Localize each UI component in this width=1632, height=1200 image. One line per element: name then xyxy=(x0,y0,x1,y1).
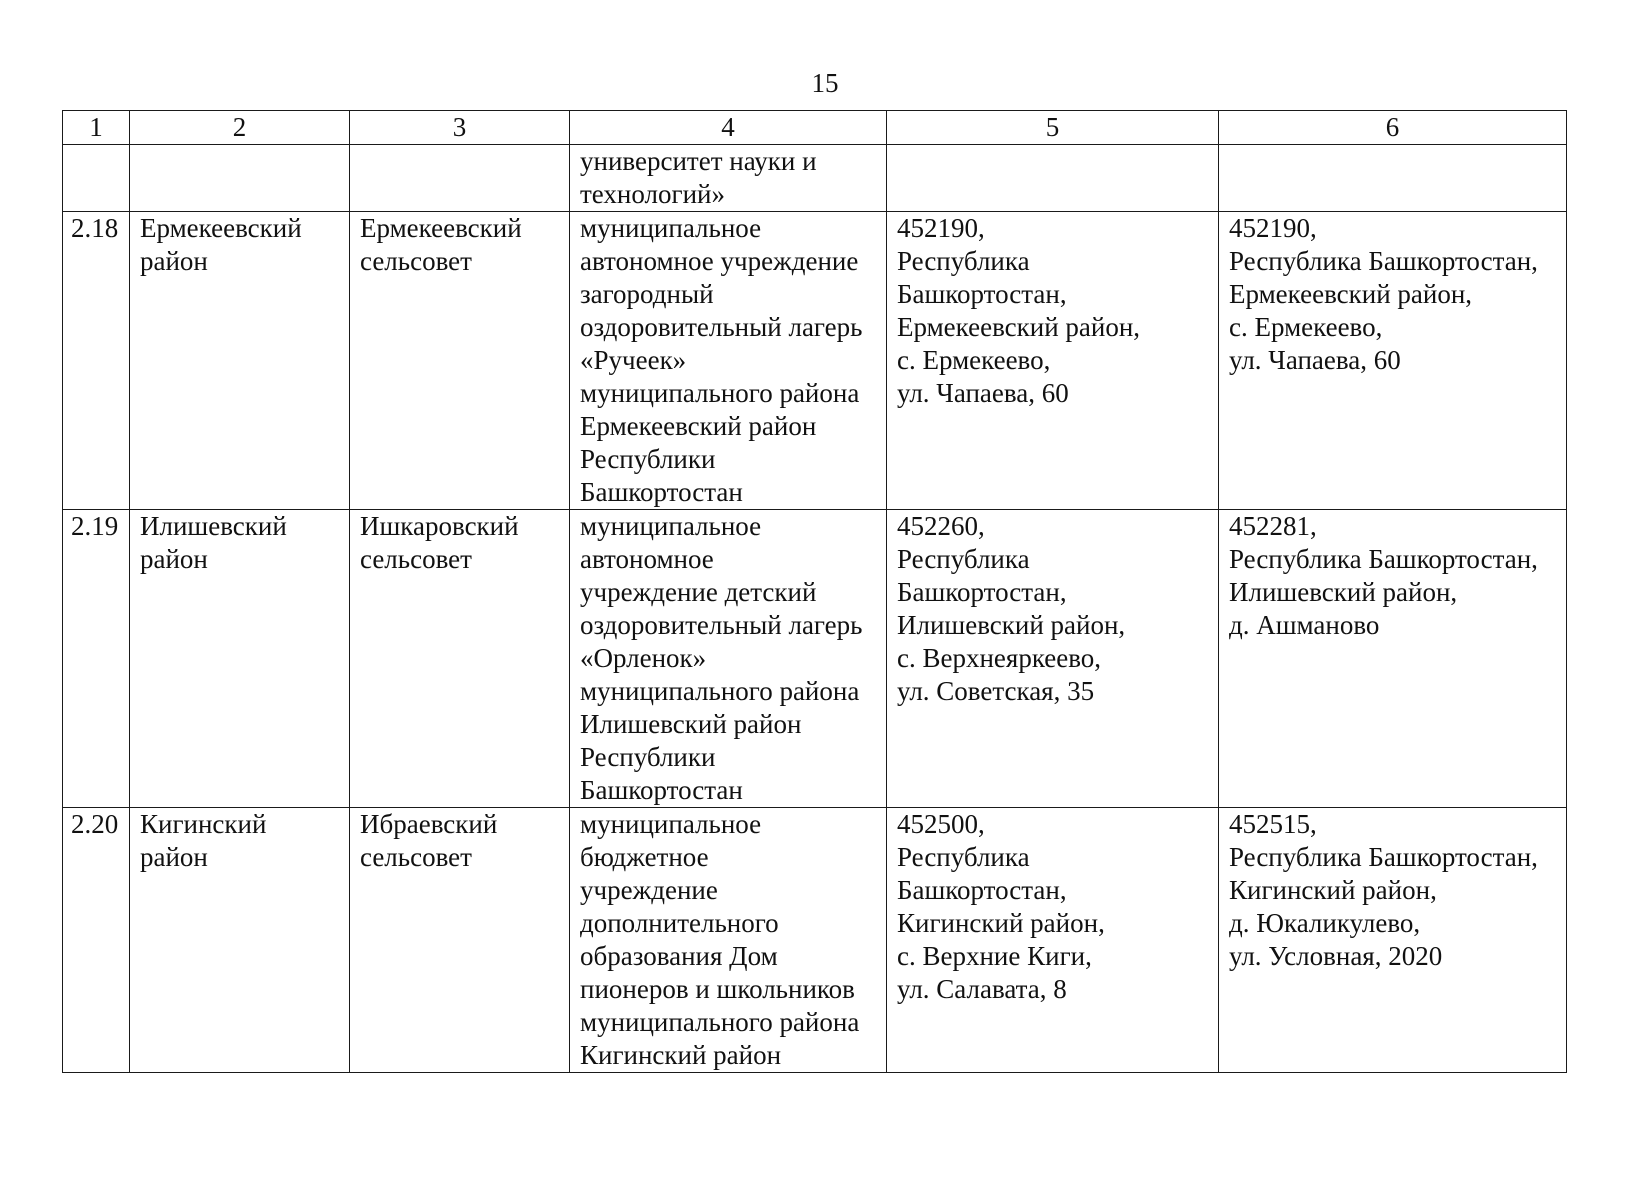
actual-address-cell: 452515, Республика Башкортостан, Кигинский район, д. Юкаликулево, ул. Условная, 2020 xyxy=(1219,808,1567,1073)
table-row xyxy=(63,510,1567,808)
council-cell: Ишкаровский сельсовет xyxy=(350,510,570,808)
table-row-continuation xyxy=(63,145,1567,212)
district-cell: Кигинский район xyxy=(130,808,350,1073)
row-number-cell xyxy=(63,145,130,212)
column-header: 1 xyxy=(63,111,130,145)
institution-cell: университет науки и технологий» xyxy=(570,145,887,212)
column-header: 3 xyxy=(350,111,570,145)
data-table xyxy=(62,110,1567,1073)
table-row xyxy=(63,212,1567,510)
institution-cell: муниципальное бюджетное учреждение дополнительного образования Дом пионеров и школьников муниципального района Кигинский район xyxy=(570,808,887,1073)
institution-cell: муниципальное автономное учреждение детский оздоровительный лагерь «Орленок» муниципального района Илишевский район Республики Башкортостан xyxy=(570,510,887,808)
district-cell: Илишевский район xyxy=(130,510,350,808)
table-header-row xyxy=(63,111,1567,145)
council-cell: Ибраевский сельсовет xyxy=(350,808,570,1073)
actual-address-cell: 452281, Республика Башкортостан, Илишевский район, д. Ашманово xyxy=(1219,510,1567,808)
row-number-cell: 2.18 xyxy=(63,212,130,510)
council-cell: Ермекеевский сельсовет xyxy=(350,212,570,510)
legal-address-cell: 452500, Республика Башкортостан, Кигинский район, с. Верхние Киги, ул. Салавата, 8 xyxy=(887,808,1219,1073)
page-number: 15 xyxy=(811,68,839,98)
row-number-cell: 2.20 xyxy=(63,808,130,1073)
column-header: 4 xyxy=(570,111,887,145)
legal-address-cell: 452260, Республика Башкортостан, Илишевский район, с. Верхнеяркеево, ул. Советская, 35 xyxy=(887,510,1219,808)
legal-address-cell: 452190, Республика Башкортостан, Ермекеевский район, с. Ермекеево, ул. Чапаева, 60 xyxy=(887,212,1219,510)
institution-cell: муниципальное автономное учреждение загородный оздоровительный лагерь «Ручеек» муниципального района Ермекеевский район Республики Башкортостан xyxy=(570,212,887,510)
column-header: 6 xyxy=(1219,111,1567,145)
column-header: 2 xyxy=(130,111,350,145)
council-cell xyxy=(350,145,570,212)
actual-address-cell: 452190, Республика Башкортостан, Ермекеевский район, с. Ермекеево, ул. Чапаева, 60 xyxy=(1219,212,1567,510)
row-number-cell: 2.19 xyxy=(63,510,130,808)
actual-address-cell xyxy=(1219,145,1567,212)
column-header: 5 xyxy=(887,111,1219,145)
district-cell: Ермекеевский район xyxy=(130,212,350,510)
table-row xyxy=(63,808,1567,1073)
legal-address-cell xyxy=(887,145,1219,212)
district-cell xyxy=(130,145,350,212)
